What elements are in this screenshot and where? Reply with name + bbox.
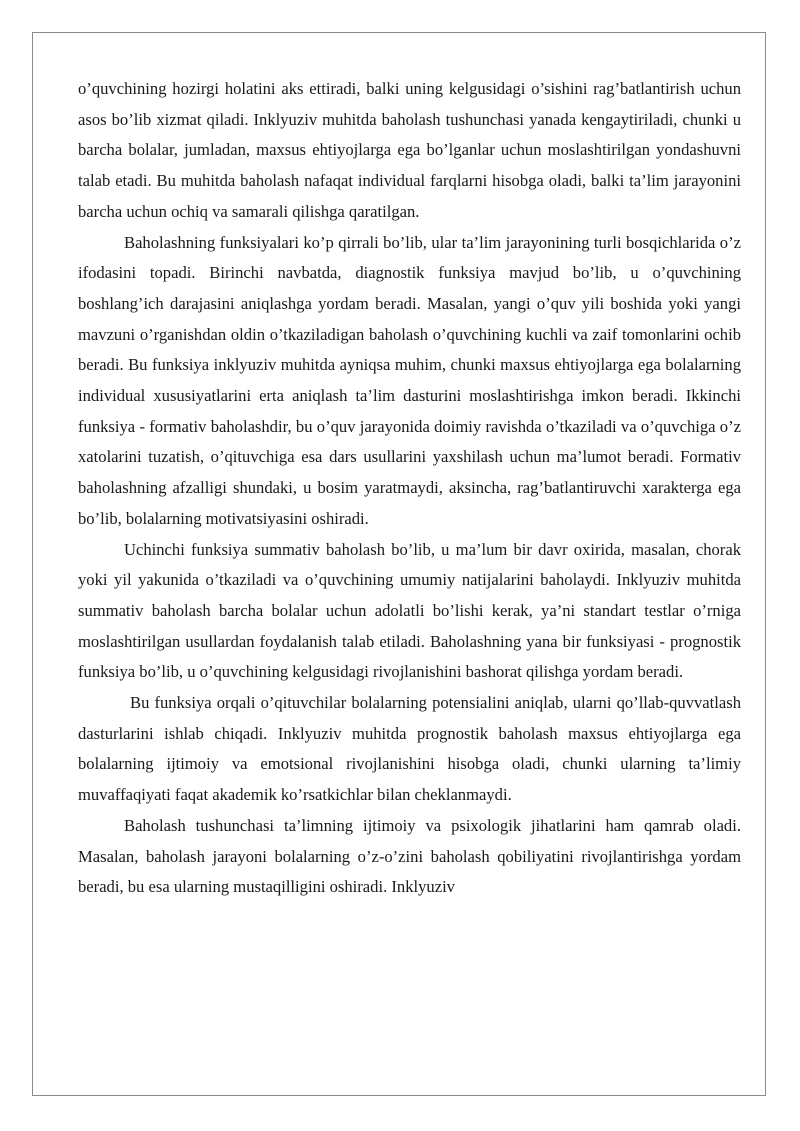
document-body <box>78 74 741 903</box>
paragraph-2: Baholashning funksiyalari ko’p qirrali bo’lib, ular ta’lim jarayonining turli bosqichlarida o’z ifodasini topadi. Birinchi navbatda, diagnostik funksiya mavjud bo’lib, u o’quvchining boshlang’ich darajasini aniqlashga yordam beradi. Masalan, yangi o’quv yili boshida yoki yangi mavzuni o’rganishdan oldin o’tkaziladigan baholash o’quvchining kuchli va zaif tomonlarini ochib beradi. Bu funksiya inklyuziv muhitda ayniqsa muhim, chunki maxsus ehtiyojlarga ega bolalarning individual xususiyatlarini erta aniqlash ta’lim dasturini moslashtirishga imkon beradi. Ikkinchi funksiya - formativ baholashdir, bu o’quv jarayonida doimiy ravishda o’tkaziladi va o’quvchiga o’z xatolarini tuzatish, o’qituvchiga esa dars usullarini yaxshilash uchun ma’lumot beradi. Formativ baholashning afzalligi shundaki, u bosim yaratmaydi, aksincha, rag’batlantiruvchi xarakterga ega bo’lib, bolalarning motivatsiyasini oshiradi. <box>78 232 741 528</box>
paragraph-5: Baholash tushunchasi ta’limning ijtimoiy va psixologik jihatlarini ham qamrab oladi. Masalan, baholash jarayoni bolalarning o’z-o’zini baholash qobiliyatini rivojlantirishga yordam beradi, bu esa ularning mustaqilligini oshiradi. Inklyuziv <box>78 815 741 897</box>
paragraph-3: Uchinchi funksiya summativ baholash bo’lib, u ma’lum bir davr oxirida, masalan, chorak yoki yil yakunida o’tkaziladi va o’quvchining umumiy natijalarini baholaydi. Inklyuziv muhitda summativ baholash barcha bolalar uchun adolatli bo’lishi kerak, ya’ni standart testlar o’rniga moslashtirilgan usullardan foydalanish talab etiladi. Baholashning yana bir funksiyasi - prognostik funksiya bo’lib, u o’quvchining kelgusidagi rivojlanishini bashorat qilishga yordam beradi. <box>78 539 741 682</box>
paragraph-4: Bu funksiya orqali o’qituvchilar bolalarning potensialini aniqlab, ularni qo’llab-quvvatlash dasturlarini ishlab chiqadi. Inklyuziv muhitda prognostik baholash maxsus ehtiyojlarga ega bolalarning ijtimoiy va emotsional rivojlanishini hisobga oladi, chunki ularning ta’limiy muvaffaqiyati faqat akademik ko’rsatkichlar bilan cheklanmaydi. <box>78 693 741 805</box>
paragraph-1: o’quvchining hozirgi holatini aks ettiradi, balki uning kelgusidagi o’sishini rag’batlantirish uchun asos bo’lib xizmat qiladi. Inklyuziv muhitda baholash tushunchasi yanada kengaytiriladi, chunki u barcha bolalar, jumladan, maxsus ehtiyojlarga ega bo’lganlar uchun moslashtirilgan yondashuvni talab etadi. Bu muhitda baholash nafaqat individual farqlarni hisobga oladi, balki ta’lim jarayonini barcha uchun ochiq va samarali qilishga qaratilgan. <box>78 79 741 221</box>
